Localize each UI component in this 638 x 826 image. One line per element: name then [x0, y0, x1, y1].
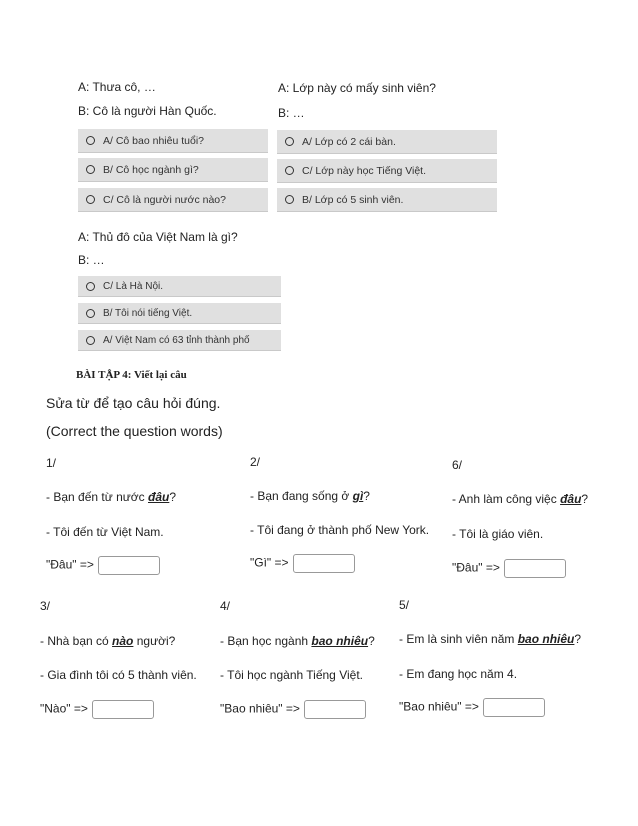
question-word: bao nhiêu — [311, 634, 369, 648]
exercise-4-answer: - Tôi học ngành Tiếng Việt. — [220, 668, 363, 682]
section-title: BÀI TẬP 4: Viết lại câu — [76, 369, 187, 381]
option-label: A/ Lớp có 2 cái bàn. — [302, 135, 396, 148]
answer-input[interactable] — [483, 698, 545, 717]
exercise-6-answer: - Tôi là giáo viên. — [452, 527, 544, 541]
exercise-2-number: 2/ — [250, 455, 261, 469]
exercise-3-answer: - Gia đình tôi có 5 thành viên. — [40, 668, 197, 682]
block1-question-b: B: Cô là người Hàn Quốc. — [78, 104, 217, 118]
block2-question-a: A: Lớp này có mấy sinh viên? — [278, 81, 436, 95]
exercise-4-question: - Bạn học ngành bao nhiêu? — [220, 634, 375, 648]
block3-option-1[interactable] — [78, 276, 281, 297]
option-label: B/ Tôi nói tiếng Việt. — [103, 307, 193, 319]
exercise-1-question: - Bạn đến từ nước đâu? — [46, 490, 177, 504]
block2-option-3[interactable] — [277, 188, 497, 212]
answer-input[interactable] — [293, 554, 355, 573]
exercise-5-number: 5/ — [399, 598, 410, 612]
option-label: A/ Cô bao nhiêu tuổi? — [103, 134, 204, 147]
option-label: A/ Việt Nam có 63 tỉnh thành phố — [103, 334, 250, 346]
radio-icon — [86, 165, 95, 174]
question-word: nào — [112, 634, 134, 648]
question-word: đâu — [147, 490, 170, 504]
exercise-2-answer: - Tôi đang ở thành phố New York. — [250, 523, 430, 537]
response-label: "Bao nhiêu" => — [399, 699, 479, 714]
exercise-1-answer: - Tôi đến từ Việt Nam. — [46, 525, 164, 539]
response-label: "Đâu" => — [452, 560, 500, 575]
block2-question-b: B: … — [278, 106, 305, 120]
radio-icon — [86, 309, 95, 318]
option-label: C/ Lớp này học Tiếng Việt. — [302, 164, 427, 177]
radio-icon — [86, 136, 95, 145]
question-word: đâu — [560, 492, 582, 506]
response-label: "Đâu" => — [46, 557, 94, 572]
radio-icon — [285, 137, 294, 146]
radio-icon — [285, 195, 294, 204]
radio-icon — [86, 282, 95, 291]
exercise-6-number: 6/ — [452, 458, 463, 472]
radio-icon — [86, 336, 95, 345]
exercise-6-question: - Anh làm công việc đâu? — [452, 492, 589, 506]
instruction-line-2: (Correct the question words) — [46, 423, 223, 439]
exercise-5-answer: - Em đang học năm 4. — [399, 667, 518, 681]
exercise-2-question: - Bạn đang sống ở gì? — [250, 489, 370, 503]
exercise-2-response — [250, 554, 355, 573]
exercise-6-response — [452, 559, 566, 578]
exercise-4-response — [220, 700, 366, 719]
block1-option-2[interactable] — [78, 158, 268, 182]
block3-option-3[interactable] — [78, 330, 281, 351]
block3-question-b: B: … — [78, 253, 105, 267]
option-label: C/ Cô là người nước nào? — [103, 193, 226, 206]
option-label: B/ Lớp có 5 sinh viên. — [302, 193, 404, 206]
option-label: C/ Là Hà Nội. — [103, 280, 164, 292]
block2-option-2[interactable] — [277, 159, 497, 183]
answer-input[interactable] — [504, 559, 566, 578]
response-label: "Gì" => — [250, 555, 289, 570]
exercise-5-response — [399, 698, 545, 717]
radio-icon — [86, 195, 95, 204]
exercise-3-question: - Nhà bạn có nào người? — [40, 634, 176, 648]
exercise-4-number: 4/ — [220, 599, 231, 613]
answer-input[interactable] — [304, 700, 366, 719]
question-word: gì — [352, 489, 364, 503]
instruction-line-1: Sửa từ để tạo câu hỏi đúng. — [46, 395, 221, 411]
block1-question-a: A: Thưa cô, … — [78, 80, 156, 94]
response-label: "Nào" => — [40, 701, 88, 716]
answer-input[interactable] — [98, 556, 160, 575]
exercise-5-question: - Em là sinh viên năm bao nhiêu? — [399, 632, 582, 646]
exercise-1-number: 1/ — [46, 456, 57, 470]
block1-option-3[interactable] — [78, 188, 268, 212]
block1-option-1[interactable] — [78, 129, 268, 153]
response-label: "Bao nhiêu" => — [220, 701, 300, 716]
question-word: bao nhiêu — [517, 632, 575, 646]
option-label: B/ Cô học ngành gì? — [103, 163, 199, 176]
block3-question-a: A: Thủ đô của Việt Nam là gì? — [78, 230, 238, 244]
radio-icon — [285, 166, 294, 175]
block2-option-1[interactable] — [277, 130, 497, 154]
block3-option-2[interactable] — [78, 303, 281, 324]
answer-input[interactable] — [92, 700, 154, 719]
exercise-1-response — [46, 556, 160, 575]
exercise-3-response — [40, 700, 154, 719]
exercise-3-number: 3/ — [40, 599, 51, 613]
